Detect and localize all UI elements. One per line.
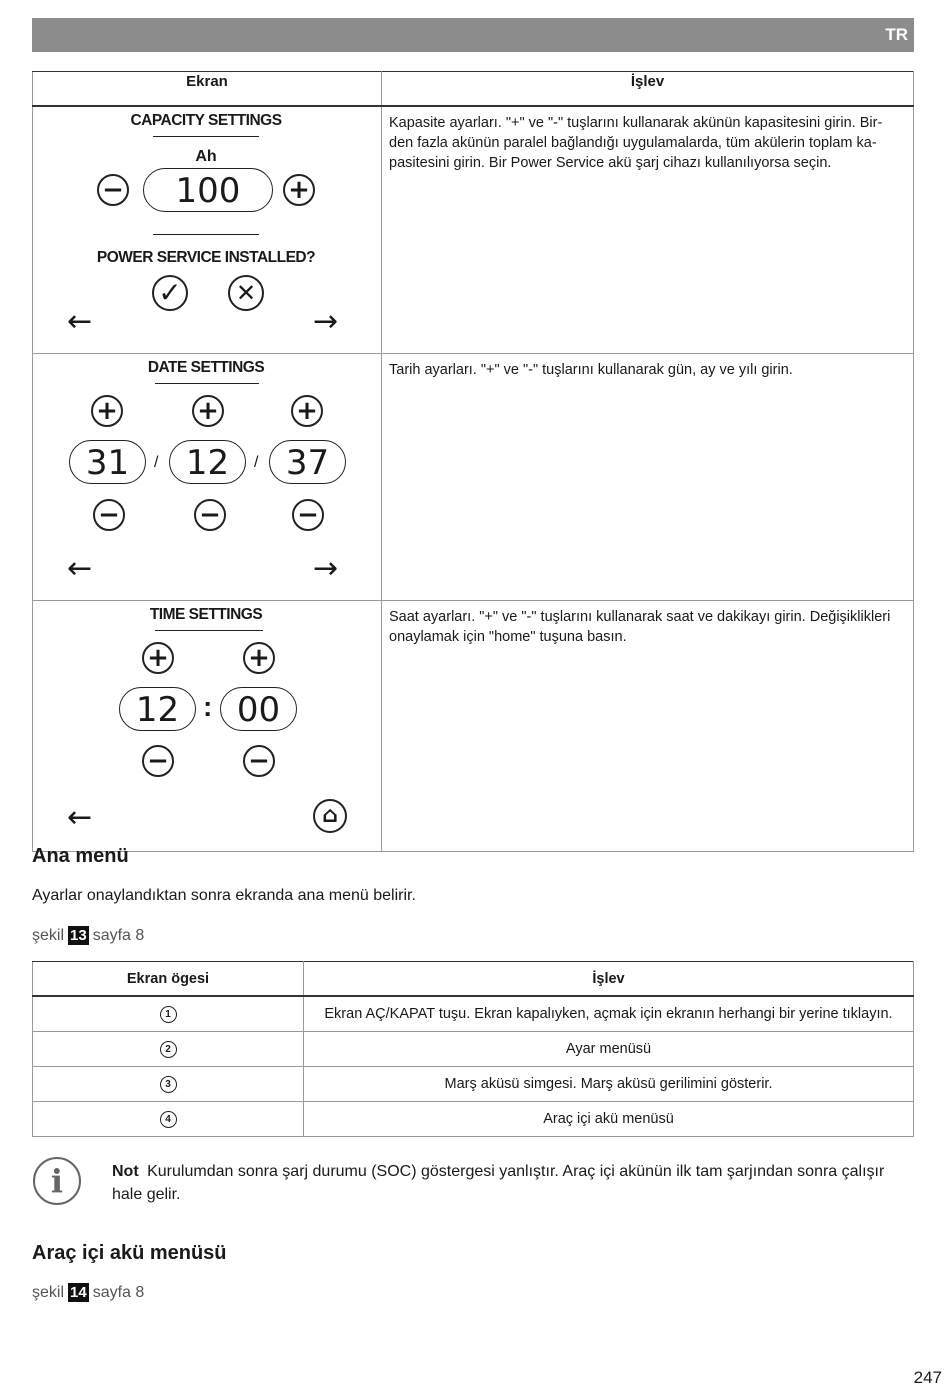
info-icon: i: [33, 1157, 81, 1205]
year-value: 37: [269, 440, 346, 484]
month-value: 12: [169, 440, 246, 484]
capacity-description: Kapasite ayarları. "+" ve "-" tuşlarını kullanarak akünün kapasitesini girin. Bir-den fazla akünün paralel bağlandığı uygulamalarda, tüm akülerin toplam ka-pasitesini girin. Bir Power Service akü şarj cihazı kullanılıyorsa seçin.: [382, 106, 914, 354]
note-text: Kurulumdan sonra şarj durumu (SOC) göstergesi yanlıştır. Araç içi akünün ilk tam şarjından sonra çalışır hale gelir.: [112, 1163, 885, 1203]
section-heading-onboard-battery-menu: Araç içi akü menüsü: [32, 1242, 227, 1264]
hour-minus-icon[interactable]: −: [142, 745, 174, 777]
element-function-cell: Ayar menüsü: [304, 1032, 914, 1067]
element-function-cell: Araç içi akü menüsü: [304, 1102, 914, 1137]
figure-reference: [32, 1283, 144, 1302]
arrow-right-icon[interactable]: →: [313, 304, 339, 339]
year-plus-icon[interactable]: +: [291, 395, 323, 427]
element-number-cell: [33, 1102, 304, 1137]
table-row: [33, 1102, 914, 1137]
month-plus-icon[interactable]: +: [192, 395, 224, 427]
check-icon[interactable]: ✓: [152, 275, 188, 311]
minute-plus-icon[interactable]: +: [243, 642, 275, 674]
figure-prefix: şekil: [32, 927, 65, 944]
table-row: [33, 106, 914, 354]
cross-icon[interactable]: ✕: [228, 275, 264, 311]
screen-elements-table: [32, 961, 914, 1137]
minute-value: 00: [220, 687, 297, 731]
section-heading-main-menu: Ana menü: [32, 845, 129, 867]
figure-number: 14: [70, 1284, 87, 1301]
arrow-left-icon[interactable]: ←: [67, 551, 93, 586]
arrow-left-icon[interactable]: ←: [67, 800, 93, 835]
table-row: [33, 1032, 914, 1067]
date-separator: /: [254, 454, 259, 471]
main-menu-text: Ayarlar onaylandıktan sonra ekranda ana menü belirir.: [32, 887, 416, 904]
figure-page: sayfa 8: [92, 1284, 145, 1301]
title-underline: [153, 136, 259, 137]
month-minus-icon[interactable]: −: [194, 499, 226, 531]
table-row: [33, 996, 914, 1032]
title-underline: [155, 630, 263, 631]
circled-number: 1: [160, 1006, 177, 1023]
date-description: Tarih ayarları. "+" ve "-" tuşlarını kullanarak gün, ay ve yılı girin.: [382, 354, 914, 601]
element-number-cell: [33, 1032, 304, 1067]
day-plus-icon[interactable]: +: [91, 395, 123, 427]
column-header-function: İşlev: [304, 962, 914, 997]
date-screen: [33, 354, 382, 601]
circled-number: 2: [160, 1041, 177, 1058]
note-block: [112, 1160, 902, 1206]
date-title: DATE SETTINGS: [147, 359, 265, 376]
capacity-screen: [33, 106, 382, 354]
home-icon[interactable]: ⌂: [313, 799, 347, 833]
arrow-right-icon[interactable]: →: [313, 551, 339, 586]
header-bar: [32, 18, 914, 52]
element-number-cell: [33, 1067, 304, 1102]
figure-page: sayfa 8: [92, 927, 145, 944]
column-header-function: İşlev: [382, 72, 914, 107]
language-code: TR: [885, 25, 908, 44]
table-row: [33, 354, 914, 601]
minute-minus-icon[interactable]: −: [243, 745, 275, 777]
year-minus-icon[interactable]: −: [292, 499, 324, 531]
settings-table: [32, 71, 914, 852]
day-value: 31: [69, 440, 146, 484]
hour-plus-icon[interactable]: +: [142, 642, 174, 674]
time-separator: :: [203, 691, 213, 722]
time-description: Saat ayarları. "+" ve "-" tuşlarını kullanarak saat ve dakikayı girin. Değişiklikleri onaylamak için "home" tuşuna basın.: [382, 601, 914, 852]
circled-number: 4: [160, 1111, 177, 1128]
capacity-title: CAPACITY SETTINGS: [130, 112, 282, 129]
day-minus-icon[interactable]: −: [93, 499, 125, 531]
element-number-cell: [33, 996, 304, 1032]
circled-number: 3: [160, 1076, 177, 1093]
figure-number: 13: [70, 927, 87, 944]
table-row: [33, 1067, 914, 1102]
element-function-cell: Ekran AÇ/KAPAT tuşu. Ekran kapalıyken, açmak için ekranın herhangi bir yerine tıklayın.: [304, 996, 914, 1032]
note-label: Not: [112, 1163, 139, 1180]
unit-label: Ah: [195, 148, 217, 165]
hour-value: 12: [119, 687, 196, 731]
column-header-element: Ekran ögesi: [33, 962, 304, 997]
column-header-screen: Ekran: [33, 72, 382, 107]
page-number: 247: [913, 1368, 942, 1387]
time-title: TIME SETTINGS: [149, 606, 263, 623]
divider: [153, 234, 259, 235]
date-separator: /: [154, 454, 159, 471]
figure-prefix: şekil: [32, 1284, 65, 1301]
plus-icon[interactable]: +: [283, 174, 315, 206]
minus-icon[interactable]: −: [97, 174, 129, 206]
power-service-question: POWER SERVICE INSTALLED?: [96, 249, 316, 266]
capacity-value: 100: [143, 168, 273, 212]
title-underline: [155, 383, 259, 384]
element-function-cell: Marş aküsü simgesi. Marş aküsü gerilimini gösterir.: [304, 1067, 914, 1102]
table-row: [33, 601, 914, 852]
arrow-left-icon[interactable]: ←: [67, 304, 93, 339]
table-header-row: [33, 72, 914, 107]
time-screen: [33, 601, 382, 852]
figure-reference: [32, 926, 144, 945]
table-header-row: [33, 962, 914, 997]
